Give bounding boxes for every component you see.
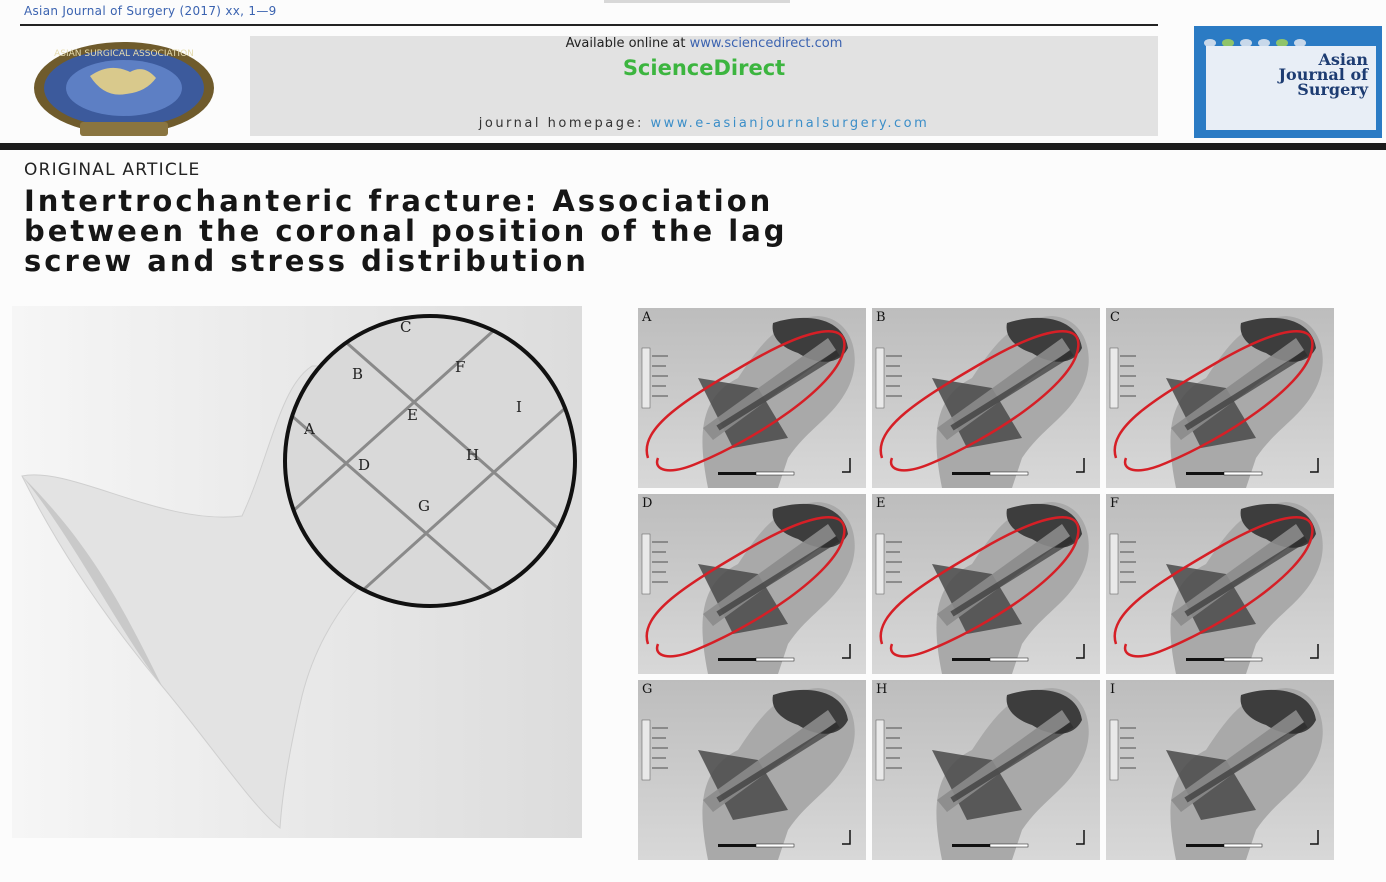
window-top-edge <box>604 0 790 3</box>
stress-map <box>872 680 1100 860</box>
stress-map <box>1106 680 1334 860</box>
title-rule <box>0 143 1386 150</box>
stress-panel-a <box>638 308 866 488</box>
zone-label-f: F <box>455 358 466 376</box>
panel-label: G <box>642 682 653 697</box>
panel-label: A <box>642 310 652 325</box>
stress-panel-d <box>638 494 866 674</box>
stress-panel-e <box>872 494 1100 674</box>
stress-panel-f <box>1106 494 1334 674</box>
panel-label: F <box>1110 496 1120 511</box>
stress-map <box>872 308 1100 488</box>
zone-label-c: C <box>400 318 412 336</box>
title-line-3: screw and stress distribution <box>24 244 589 278</box>
panel-label: H <box>876 682 888 697</box>
sciencedirect-banner <box>250 36 1158 136</box>
stress-panel-c <box>1106 308 1334 488</box>
panel-label: D <box>642 496 653 511</box>
stress-panel-i <box>1106 680 1334 860</box>
stress-map <box>872 494 1100 674</box>
panel-label: I <box>1110 682 1116 697</box>
zone-label-e: E <box>407 406 418 424</box>
journal-homepage-link[interactable]: www.e-asianjournalsurgery.com <box>650 116 930 131</box>
femoral-head-zone-figure <box>12 306 582 838</box>
cover-title: Asian Journal of Surgery <box>1278 50 1368 99</box>
available-online-text: Available online at www.sciencedirect.com <box>565 36 843 51</box>
stress-panel-g <box>638 680 866 860</box>
zone-label-g: G <box>418 497 430 515</box>
stress-map <box>638 308 866 488</box>
stress-panel-b <box>872 308 1100 488</box>
journal-cover <box>1194 26 1382 138</box>
sciencedirect-link[interactable]: www.sciencedirect.com <box>689 36 843 51</box>
zone-label-a: A <box>304 420 315 438</box>
title-line-1: Intertrochanteric fracture: Association <box>24 184 774 218</box>
stress-map <box>1106 308 1334 488</box>
stress-map <box>638 494 866 674</box>
zone-label-b: B <box>352 365 364 383</box>
section-label: ORIGINAL ARTICLE <box>24 160 201 180</box>
panel-label: B <box>876 310 886 325</box>
title-line-2: between the coronal position of the lag <box>24 214 788 248</box>
society-seal-logo <box>20 36 220 140</box>
svg-text:ASIAN SURGICAL ASSOCIATION: ASIAN SURGICAL ASSOCIATION <box>54 49 194 59</box>
stress-map <box>638 680 866 860</box>
sciencedirect-brand: ScienceDirect <box>622 56 786 80</box>
journal-homepage-text: journal homepage: www.e-asianjournalsurgery.com <box>478 116 930 131</box>
article-title <box>24 186 1144 276</box>
stress-panel-h <box>872 680 1100 860</box>
header-rule <box>20 24 1158 26</box>
zone-label-h: H <box>466 446 480 464</box>
stress-map <box>1106 494 1334 674</box>
stress-distribution-grid <box>638 308 1340 860</box>
zone-label-i: I <box>516 398 522 416</box>
panel-label: C <box>1110 310 1120 325</box>
zone-label-d: D <box>358 456 371 474</box>
journal-citation: Asian Journal of Surgery (2017) xx, 1—9 <box>24 4 277 18</box>
panel-label: E <box>876 496 886 511</box>
